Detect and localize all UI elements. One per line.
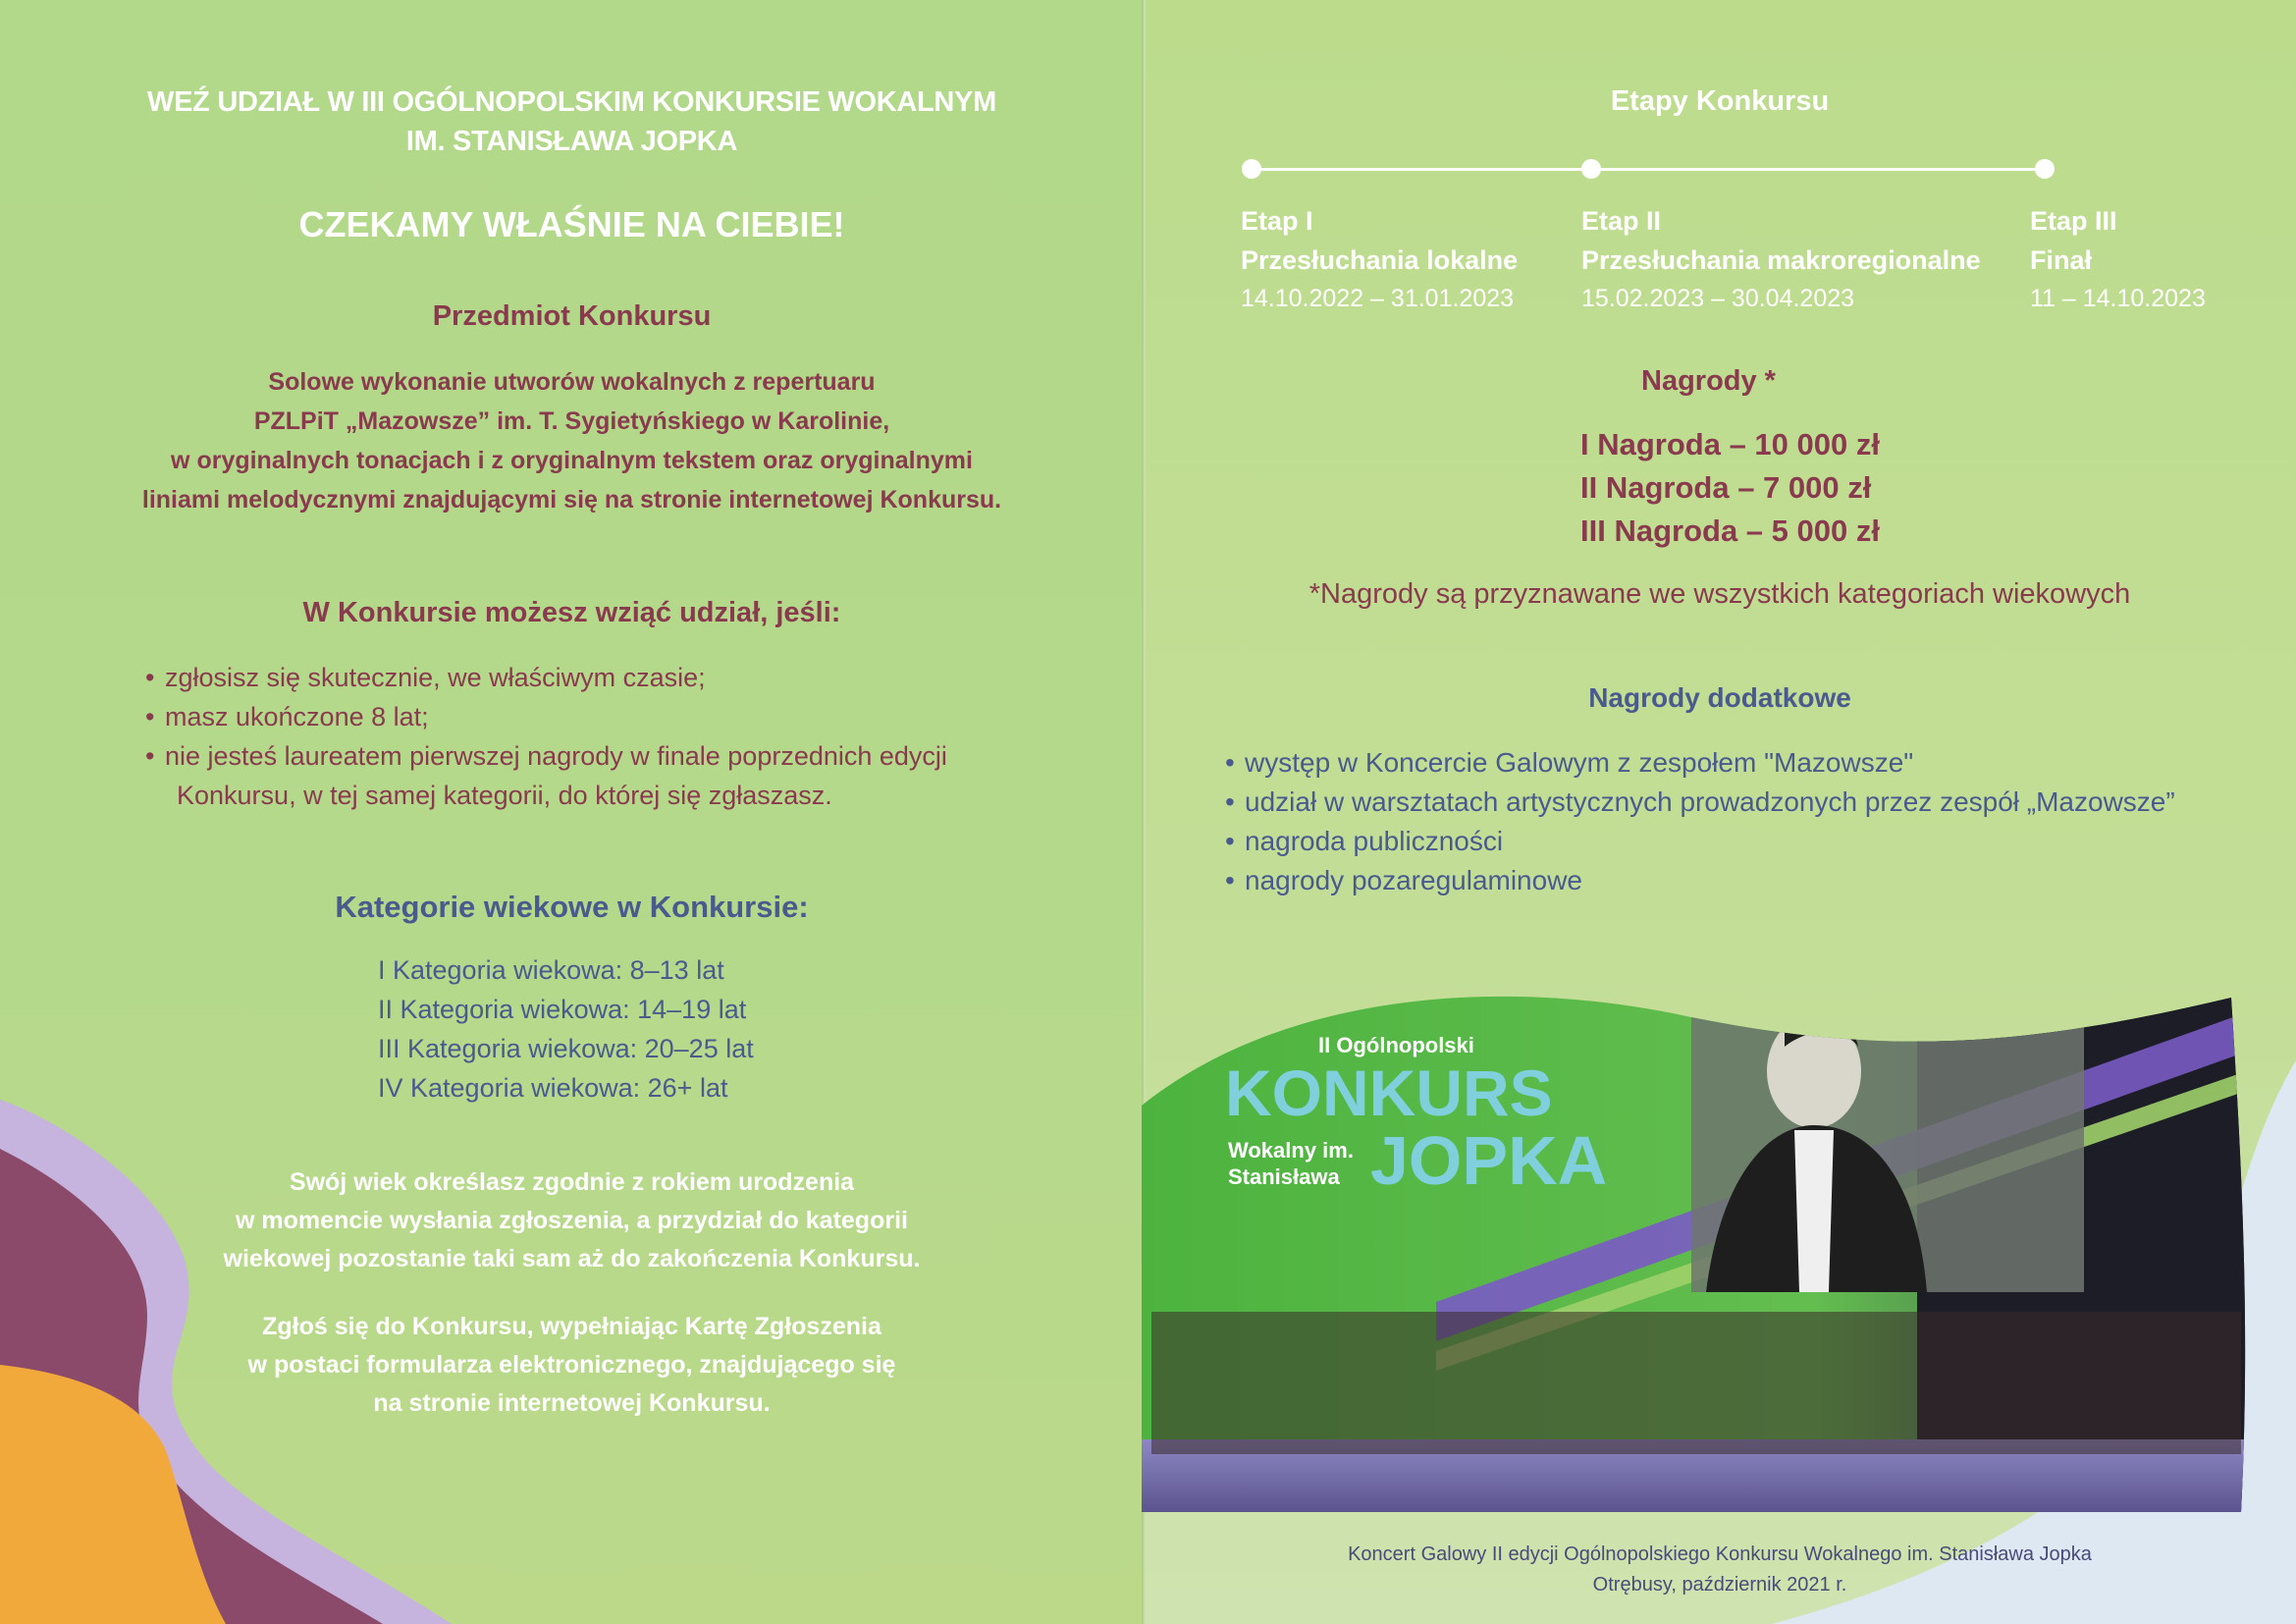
invitation-title-line1: WEŹ UDZIAŁ W III OGÓLNOPOLSKIM KONKURSIE WOKALNYM bbox=[147, 86, 996, 118]
subject-heading: Przedmiot Konkursu bbox=[432, 300, 712, 332]
stage-2 bbox=[1581, 201, 1981, 317]
prize-item: III Nagroda – 5 000 zł bbox=[1580, 514, 1880, 548]
eligibility-continuation: Konkursu, w tej samej kategorii, do której się zgłaszasz. bbox=[177, 781, 832, 810]
logo-sub2: Stanisława bbox=[1228, 1164, 1340, 1189]
apply-note-line: w postaci formularza elektronicznego, znajdującego się bbox=[247, 1351, 896, 1379]
age-note-line: Swój wiek określasz zgodnie z rokiem urodzenia bbox=[289, 1168, 855, 1196]
list-item: • nie jesteś laureatem pierwszej nagrody w finale poprzednich edycji bbox=[145, 736, 1107, 776]
age-note bbox=[0, 1164, 1144, 1278]
logo-word-jopka: JOPKA bbox=[1370, 1122, 1608, 1199]
stage-dates: 15.02.2023 – 30.04.2023 bbox=[1581, 285, 1855, 312]
concert-photo-image bbox=[1142, 978, 2261, 1512]
logo-sub1: Wokalny im. bbox=[1228, 1138, 1354, 1163]
prizes-note: *Nagrody są przyznawane we wszystkich kategoriach wiekowych bbox=[1308, 578, 2131, 610]
prizes-list bbox=[1580, 423, 1880, 553]
subject-line: liniami melodycznymi znajdującymi się na stronie internetowej Konkursu. bbox=[141, 486, 1002, 514]
subject-text bbox=[0, 362, 1144, 519]
stage-3 bbox=[2030, 201, 2206, 317]
stage-label: Etap III bbox=[2030, 206, 2117, 236]
stage-name: Finał bbox=[2030, 245, 2093, 275]
apply-note bbox=[0, 1308, 1144, 1423]
prizes-heading: Nagrody * bbox=[1641, 365, 1776, 397]
concert-photo bbox=[1142, 978, 2261, 1512]
stages-heading: Etapy Konkursu bbox=[1610, 85, 1830, 117]
contest-logo bbox=[1225, 1033, 1607, 1199]
list-item: • nagrody pozaregulaminowe bbox=[1225, 861, 2266, 900]
stage-1 bbox=[1241, 201, 1518, 317]
list-item: • zgłosisz się skutecznie, we właściwym czasie; bbox=[145, 658, 1107, 697]
apply-note-line: Zgłoś się do Konkursu, wypełniając Kartę Zgłoszenia bbox=[262, 1313, 881, 1340]
categories-heading: Kategorie wiekowe w Konkursie: bbox=[335, 890, 809, 924]
stage-dates: 14.10.2022 – 31.01.2023 bbox=[1241, 285, 1515, 312]
list-item: • masz ukończone 8 lat; bbox=[145, 697, 1107, 736]
prize-item: I Nagroda – 10 000 zł bbox=[1580, 427, 1880, 461]
caption-line: Otrębusy, październik 2021 r. bbox=[1592, 1574, 1847, 1596]
prize-item: II Nagroda – 7 000 zł bbox=[1580, 470, 1872, 505]
extra-prizes-list bbox=[1225, 743, 2266, 900]
age-note-line: w momencie wysłania zgłoszenia, a przydział do kategorii bbox=[236, 1207, 908, 1234]
apply-note-line: na stronie internetowej Konkursu. bbox=[373, 1389, 771, 1417]
subject-line: Solowe wykonanie utworów wokalnych z repertuaru bbox=[268, 368, 876, 396]
caption-line: Koncert Galowy II edycji Ogólnopolskiego Konkursu Wokalnego im. Stanisława Jopka bbox=[1348, 1543, 2092, 1565]
headline: CZEKAMY WŁAŚNIE NA CIEBIE! bbox=[298, 204, 845, 244]
timeline-line bbox=[1253, 168, 2046, 171]
performers-group bbox=[1151, 1312, 2241, 1454]
logo-edition: II Ogólnopolski bbox=[1318, 1033, 1474, 1057]
extra-prizes-heading: Nagrody dodatkowe bbox=[1588, 682, 1851, 713]
timeline-dot bbox=[1242, 159, 1261, 179]
list-item: • udział w warsztatach artystycznych prowadzonych przez zespół „Mazowsze” bbox=[1225, 783, 2266, 822]
subject-line: PZLPiT „Mazowsze” im. T. Sygietyńskiego w Karolinie, bbox=[253, 407, 890, 435]
list-item: • występ w Koncercie Galowym z zespołem "Mazowsze" bbox=[1225, 743, 2266, 783]
subject-line: w oryginalnych tonacjach i z oryginalnym tekstem oraz oryginalnymi bbox=[171, 447, 973, 474]
logo-word-konkurs: KONKURS bbox=[1225, 1056, 1553, 1129]
eligibility-heading: W Konkursie możesz wziąć udział, jeśli: bbox=[302, 597, 841, 628]
stage-name: Przesłuchania lokalne bbox=[1241, 245, 1519, 275]
left-page bbox=[0, 0, 1144, 1624]
photo-caption bbox=[1144, 1540, 2296, 1600]
category-item: II Kategoria wiekowa: 14–19 lat bbox=[378, 995, 747, 1024]
stage-label: Etap I bbox=[1241, 206, 1313, 236]
stage-name: Przesłuchania makroregionalne bbox=[1581, 245, 1981, 275]
categories-list bbox=[378, 950, 967, 1108]
stage-label: Etap II bbox=[1581, 206, 1662, 236]
category-item: III Kategoria wiekowa: 20–25 lat bbox=[378, 1034, 754, 1063]
stage-dates: 11 – 14.10.2023 bbox=[2030, 285, 2206, 312]
timeline-dot bbox=[1581, 159, 1601, 179]
category-item: I Kategoria wiekowa: 8–13 lat bbox=[378, 955, 724, 985]
invitation-title-line2: IM. STANISŁAWA JOPKA bbox=[405, 126, 738, 157]
eligibility-list bbox=[145, 658, 1107, 776]
list-item: • nagroda publiczności bbox=[1225, 822, 2266, 861]
category-item: IV Kategoria wiekowa: 26+ lat bbox=[378, 1073, 728, 1103]
age-note-line: wiekowej pozostanie taki sam aż do zakończenia Konkursu. bbox=[223, 1245, 921, 1272]
timeline-dot bbox=[2035, 159, 2055, 179]
